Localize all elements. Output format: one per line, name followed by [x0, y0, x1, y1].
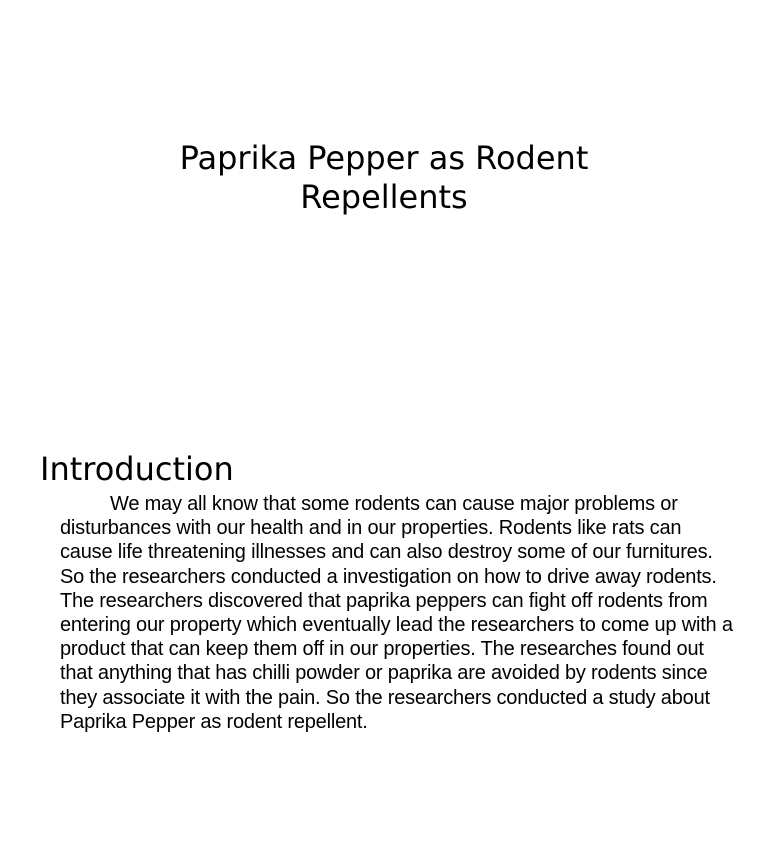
document-title: Paprika Pepper as Rodent Repellents — [179, 139, 589, 216]
introduction-paragraph: We may all know that some rodents can cause major problems or disturbances with our health and in our properties. Rodents like rats can cause life threatening illnesses and can also destroy some of our furnitures. So the researchers conducted a investigation on how to drive away rodents. The researchers discovered that paprika peppers can fight off rodents from entering our property which eventually lead the researchers to come up with a product that can keep them off in our properties. The researches found out that anything that has chilli powder or paprika are avoided by rodents since they associate it with the pain. So the researchers conducted a study about Paprika Pepper as rodent repellent. — [60, 493, 733, 733]
section-heading-introduction: Introduction — [40, 450, 234, 488]
